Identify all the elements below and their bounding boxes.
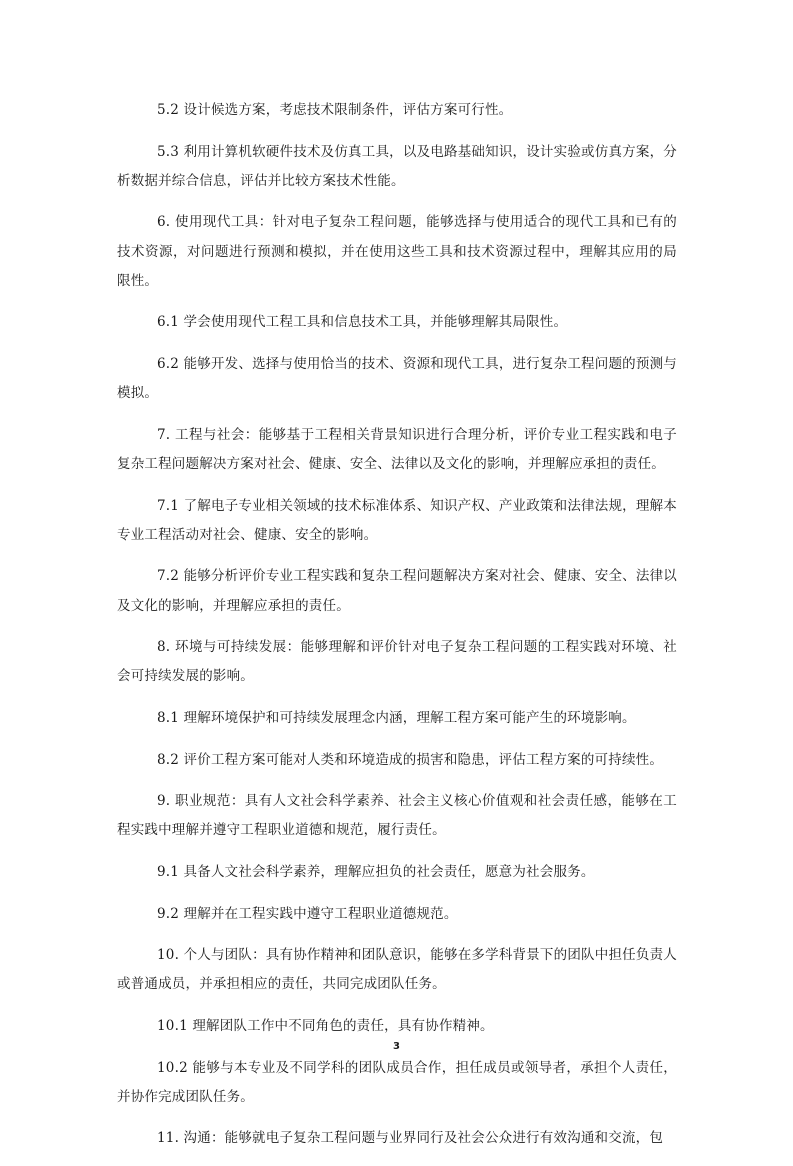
paragraph-10-1: 10.1 理解团队工作中不同角色的责任，具有协作精神。 (157, 1017, 494, 1034)
paragraph-10-2: 10.2 能够与本专业及不同学科的团队成员合作，担任成员或领导者，承担个人责任，并协作完成团队任务。 (117, 1059, 677, 1105)
paragraph-8-1: 8.1 理解环境保护和可持续发展理念内涵，理解工程方案可能产生的环境影响。 (157, 709, 636, 726)
paragraph-9: 9. 职业规范：具有人文社会科学素养、社会主义核心价值观和社会责任感，能够在工程实践中理解并遵守工程职业道德和规范，履行责任。 (117, 793, 677, 839)
paragraph-7-1: 7.1 了解电子专业相关领域的技术标准体系、知识产权、产业政策和法律法规，理解本专业工程活动对社会、健康、安全的影响。 (117, 497, 677, 543)
paragraph-6-1: 6.1 学会使用现代工程工具和信息技术工具，并能够理解其局限性。 (157, 314, 568, 331)
paragraph-7-2: 7.2 能够分析评价专业工程实践和复杂工程问题解决方案对社会、健康、安全、法律以及文化的影响，并理解应承担的责任。 (117, 568, 677, 614)
paragraph-5-2: 5.2 设计候选方案，考虑技术限制条件，评估方案可行性。 (157, 102, 513, 118)
paragraph-11: 11. 沟通：能够就电子复杂工程问题与业界同行及社会公众进行有效沟通和交流，包 (157, 1130, 664, 1147)
paragraph-9-2: 9.2 理解并在工程实践中遵守工程职业道德规范。 (157, 905, 458, 922)
document-body (117, 96, 677, 1166)
paragraph-9-1: 9.1 具备人文社会科学素养，理解应担负的社会责任，愿意为社会服务。 (157, 863, 595, 880)
paragraph-6-2: 6.2 能够开发、选择与使用恰当的技术、资源和现代工具，进行复杂工程问题的预测与模拟。 (117, 355, 677, 402)
paragraph-6: 6. 使用现代工具：针对电子复杂工程问题，能够选择与使用适合的现代工具和已有的技术资源，对问题进行预测和模拟，并在使用这些工具和技术资源过程中，理解其应用的局限性。 (117, 214, 677, 289)
paragraph-10: 10. 个人与团队：具有协作精神和团队意识，能够在多学科背景下的团队中担任负责人或普通成员，并承担相应的责任，共同完成团队任务。 (117, 947, 677, 993)
paragraph-7: 7. 工程与社会：能够基于工程相关背景知识进行合理分析，评价专业工程实践和电子复杂工程问题解决方案对社会、健康、安全、法律以及文化的影响，并理解应承担的责任。 (117, 426, 677, 472)
paragraph-5-3: 5.3 利用计算机软硬件技术及仿真工具，以及电路基础知识，设计实验或仿真方案，分析数据并综合信息，评估并比较方案技术性能。 (117, 143, 677, 189)
paragraph-8-2: 8.2 评价工程方案可能对人类和环境造成的损害和隐患，评估工程方案的可持续性。 (157, 751, 664, 768)
page-number: 3 (393, 1041, 400, 1052)
paragraph-8: 8. 环境与可持续发展：能够理解和评价针对电子复杂工程问题的工程实践对环境、社会可持续发展的影响。 (117, 639, 677, 685)
